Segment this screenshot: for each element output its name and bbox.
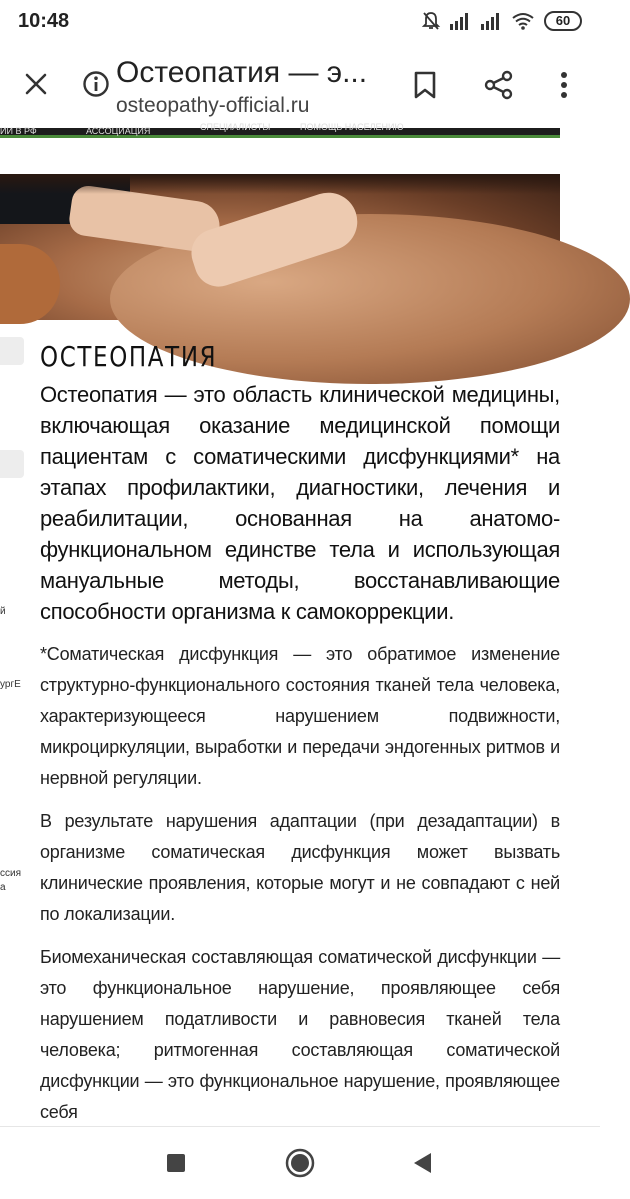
sidebar-fragment-text: ссия	[0, 868, 22, 879]
sidebar-fragment-text: а	[0, 882, 6, 893]
mute-icon	[422, 11, 440, 31]
recents-icon	[166, 1153, 186, 1178]
browser-toolbar	[0, 44, 600, 128]
share-button[interactable]	[476, 64, 522, 110]
close-button[interactable]	[12, 62, 60, 110]
info-icon	[82, 70, 110, 103]
sidebar-fragment	[0, 337, 24, 365]
home-icon	[285, 1148, 315, 1183]
article	[40, 340, 560, 1128]
site-nav-item[interactable]: ПОМОЩЬ НАСЕЛЕНИЮ	[300, 122, 404, 132]
page-url[interactable]: osteopathy-official.ru	[116, 94, 310, 117]
article-lead: Остеопатия — это область клинической медицины, включающая оказание медицинской помощи пациентам с соматическими дисфункциями* на этапах профилактики, диагностики, лечения и реабилитации, основанная на анатомо-функциональном единстве тела и использующая мануальные методы, восстанавливающие способности организма к самокоррекции.	[40, 382, 560, 624]
web-content[interactable]	[0, 122, 600, 1126]
hero-image	[0, 174, 560, 320]
close-icon	[24, 72, 48, 101]
more-options-button[interactable]	[544, 64, 584, 110]
site-nav-item[interactable]: ИИ В РФ	[0, 126, 37, 136]
signal-icon	[480, 12, 502, 30]
system-nav-bar	[0, 1126, 600, 1199]
bookmark-icon	[413, 71, 437, 104]
site-nav	[0, 122, 560, 138]
sidebar-fragment-text: ургЕ	[0, 679, 21, 690]
site-info-button[interactable]	[76, 66, 116, 106]
article-heading: ОСТЕОПАТИЯ	[40, 340, 218, 373]
share-icon	[484, 70, 514, 105]
wifi-icon	[511, 12, 535, 30]
home-button[interactable]	[282, 1147, 318, 1183]
sidebar-fragment	[0, 450, 24, 478]
battery-icon: 60	[544, 11, 582, 31]
more-vert-icon	[560, 71, 568, 104]
site-nav-item[interactable]: СПЕЦИАЛИСТЫ	[200, 122, 271, 132]
recents-button[interactable]	[158, 1147, 194, 1183]
sidebar-fragment-text: й	[0, 606, 6, 617]
site-nav-item[interactable]: АССОЦИАЦИЯ	[86, 126, 151, 136]
back-icon	[411, 1151, 433, 1180]
status-icons	[422, 10, 582, 32]
status-bar	[0, 0, 600, 44]
article-paragraph: *Соматическая дисфункция — это обратимое изменение структурно-функционального состояния тканей тела человека, характеризующееся нарушением подвижности, микроциркуляции, выработки и передачи эндогенных ритмов и нервной регуляции.	[40, 644, 560, 788]
article-paragraph: В результате нарушения адаптации (при дезадаптации) в организме соматическая дисфункция может вызвать клинические проявления, которые могут и не совпадают с ней по локализации.	[40, 811, 560, 924]
back-button[interactable]	[404, 1147, 440, 1183]
article-paragraph: Биомеханическая составляющая соматической дисфункции — это функциональное нарушение, проявляющее себя нарушением податливости и равновесия тканей тела человека; ритмогенная составляющая соматической дисфункции — это функциональное нарушение, проявляющее себя	[40, 947, 560, 1122]
signal-icon	[449, 12, 471, 30]
page-title: Остеопатия — э...	[116, 56, 368, 89]
bookmark-button[interactable]	[402, 64, 448, 110]
status-time: 10:48	[18, 10, 70, 32]
